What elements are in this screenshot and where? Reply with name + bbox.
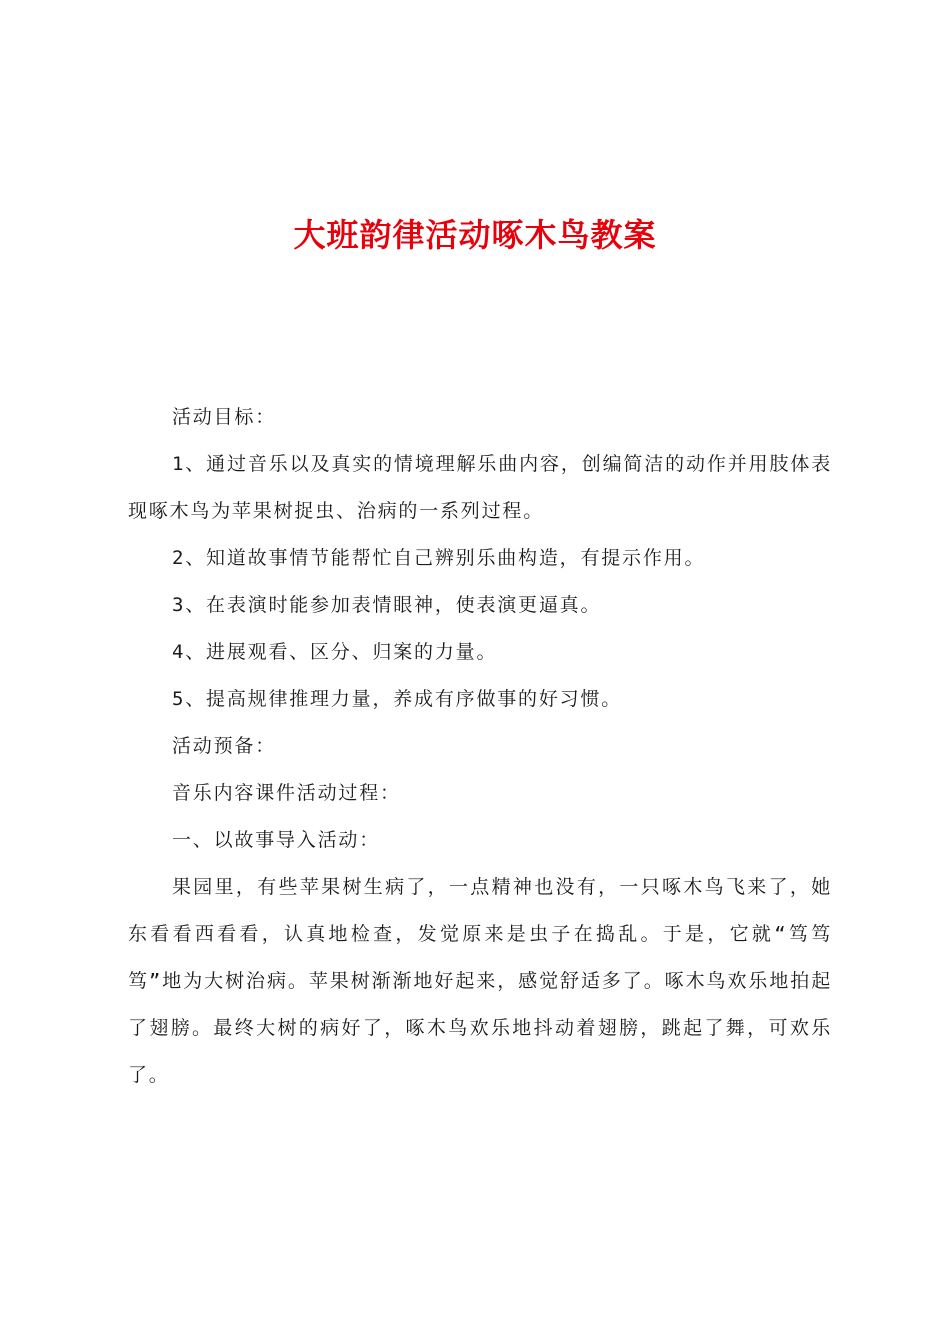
paragraph-preparation-heading: 活动预备： (172, 735, 277, 757)
paragraph-goal-5: 5、提高规律推理力量，养成有序做事的好习惯。 (172, 688, 623, 710)
paragraph-goal-3: 3、在表演时能参加表情眼神，使表演更逼真。 (172, 594, 602, 616)
document-body (128, 394, 832, 1099)
paragraph-step-1-heading: 一、以故事导入活动： (172, 829, 381, 851)
paragraph-goal-1: 1、通过音乐以及真实的情境理解乐曲内容，创编简洁的动作并用肢体表现啄木鸟为苹果树捉虫、治病的一系列过程。 (128, 453, 832, 522)
paragraph-goals-heading: 活动目标： (172, 406, 277, 428)
paragraph-goal-2: 2、知道故事情节能帮忙自己辨别乐曲构造，有提示作用。 (172, 547, 706, 569)
document-title: 大班韵律活动啄木鸟教案 (293, 216, 657, 254)
paragraph-story: 果园里，有些苹果树生病了，一点精神也没有，一只啄木鸟飞来了，她东看看西看看，认真地检查，发觉原来是虫子在捣乱。于是，它就“笃笃笃”地为大树治病。苹果树渐渐地好起来，感觉舒适多了。啄木鸟欢乐地拍起了翅膀。最终大树的病好了，啄木鸟欢乐地抖动着翅膀，跳起了舞，可欢乐了。 (128, 876, 832, 1086)
paragraph-goal-4: 4、进展观看、区分、归案的力量。 (172, 641, 498, 663)
paragraph-process-heading: 音乐内容课件活动过程： (172, 782, 401, 804)
